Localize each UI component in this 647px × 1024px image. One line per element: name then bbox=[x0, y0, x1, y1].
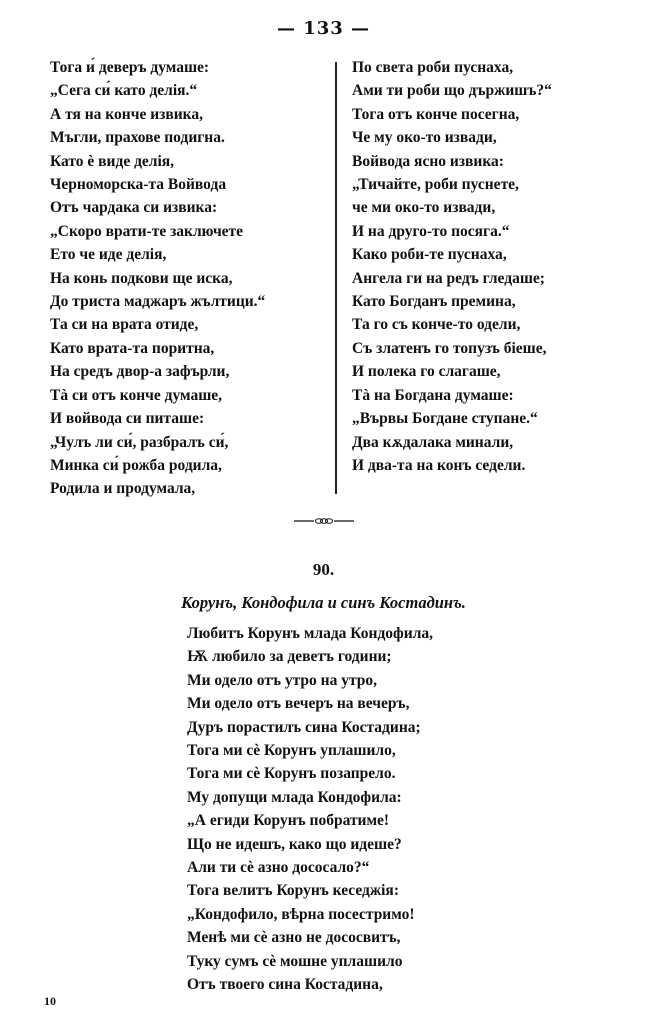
verse-line: Како роби-те пуснаха, bbox=[352, 246, 507, 264]
verse-line: Туку сумъ сѐ мошне уплашило bbox=[187, 952, 403, 970]
verse-line: Ето че иде делія, bbox=[50, 246, 167, 264]
left-column-verses bbox=[50, 56, 265, 501]
verse-line: Дуръ порастилъ сина Костадина; bbox=[187, 718, 421, 736]
verse-line: Ми одело отъ вечеръ на вечеръ, bbox=[187, 695, 410, 713]
verse-line: Тà на Богдана думаше: bbox=[352, 386, 514, 404]
verse-line: Съ златенъ го топузъ біеше, bbox=[352, 339, 547, 357]
verse-line: „Чулъ ли си́, разбралъ си́, bbox=[50, 433, 229, 451]
verse-line: „А егиди Корунъ побратиме! bbox=[187, 812, 390, 830]
verse-line: Тога велитъ Корунъ кеседжія: bbox=[187, 882, 399, 900]
verse-line: Отъ чардака си извика: bbox=[50, 199, 218, 217]
verse-line: Два кѫдалака минали, bbox=[352, 433, 514, 451]
verse-line: Менѣ ми сѐ азно не дососвитъ, bbox=[187, 929, 401, 947]
verse-line: И полека го слагаше, bbox=[352, 363, 501, 381]
column-divider bbox=[335, 62, 337, 494]
verse-line: „Вървы Богдане ступане.“ bbox=[352, 410, 538, 428]
verse-line: „Кондофило, вѣрна посестримо! bbox=[187, 905, 415, 923]
verse-line: А тя на конче извика, bbox=[50, 105, 203, 123]
verse-line: И на друго-то посяга.“ bbox=[352, 222, 510, 240]
ornament-icon bbox=[294, 516, 354, 526]
verse-line: Та го съ конче-то одели, bbox=[352, 316, 521, 334]
verse-line: Ѭ любило за деветъ години; bbox=[187, 648, 392, 666]
verse-line: Али ти сѐ азно дососало?“ bbox=[187, 859, 370, 877]
right-column-verses bbox=[352, 56, 552, 477]
poem-number: 90. bbox=[312, 560, 335, 579]
verse-line: Му допущи млада Кондофила: bbox=[187, 788, 402, 806]
verse-line: Минка си́ рожба родила, bbox=[50, 456, 222, 474]
poem-verses bbox=[187, 622, 433, 997]
verse-line: Тога отъ конче посегна, bbox=[352, 105, 520, 123]
verse-line: И войвода си питаше: bbox=[50, 410, 205, 428]
verse-line: Та си на врата отиде, bbox=[50, 316, 199, 334]
ornament-divider bbox=[0, 516, 647, 526]
verse-line: И два-та на конъ седели. bbox=[352, 456, 526, 474]
page-number: — 133 — bbox=[276, 18, 371, 39]
verse-line: „Скоро врати-те заключете bbox=[50, 222, 244, 240]
signature-mark: 10 bbox=[44, 994, 56, 1008]
verse-line: До триста маджаръ жълтици.“ bbox=[50, 293, 266, 311]
verse-line: Любитъ Корунъ млада Кондофила, bbox=[187, 625, 434, 642]
verse-line: Родила и продумала, bbox=[50, 480, 196, 498]
verse-line: По света роби пуснаха, bbox=[352, 59, 514, 76]
verse-line: Тога ми сѐ Корунъ позапрело. bbox=[187, 765, 396, 783]
verse-line: Отъ твоего сина Костадина, bbox=[187, 976, 383, 994]
verse-line: На средъ двор-а зафърли, bbox=[50, 363, 230, 381]
verse-line: Като врата-та поритна, bbox=[50, 339, 215, 357]
verse-line: Тà си отъ конче думаше, bbox=[50, 386, 223, 404]
poem-title: Корунъ, Кондофила и синъ Костадинъ. bbox=[181, 593, 466, 612]
verse-line: Че му око-то извади, bbox=[352, 129, 497, 147]
verse-line: Като è виде делія, bbox=[50, 152, 175, 170]
verse-line: „Тичайте, роби пуснете, bbox=[352, 176, 519, 194]
verse-line: Черноморска-та Войвода bbox=[50, 176, 227, 194]
verse-line: Ами ти роби що държишъ?“ bbox=[352, 82, 552, 100]
verse-line: Мъгли, прахове подигна. bbox=[50, 129, 225, 147]
verse-line: Тога ми сѐ Корунъ уплашило, bbox=[187, 742, 396, 760]
verse-line: Войвода ясно извика: bbox=[352, 152, 504, 170]
verse-line: Ангела ги на редъ гледаше; bbox=[352, 269, 545, 287]
verse-line: Що не идешъ, како що идеше? bbox=[187, 835, 402, 853]
verse-line: На конь подкови ще иска, bbox=[50, 269, 233, 287]
verse-line: Тога и́ деверъ думаше: bbox=[50, 59, 210, 76]
verse-line: Ми одело отъ утро на утро, bbox=[187, 671, 378, 689]
verse-line: че ми око-то извади, bbox=[352, 199, 496, 217]
verse-line: Като Богданъ премина, bbox=[352, 293, 516, 311]
verse-line: „Сега си́ като делія.“ bbox=[50, 82, 198, 100]
